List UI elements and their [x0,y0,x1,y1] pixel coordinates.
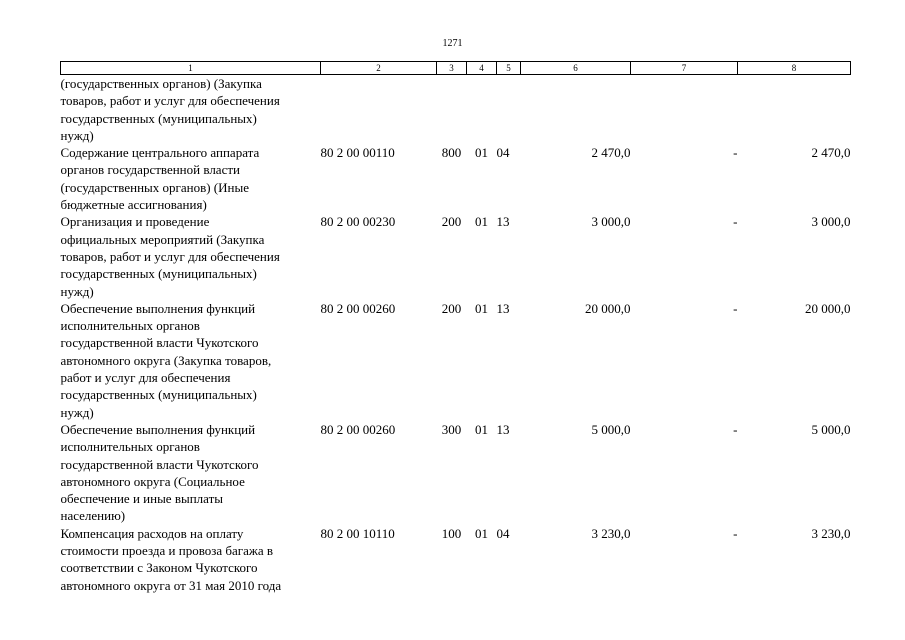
expense-name-line: нужд) [60,283,94,299]
target-article-code: 80 2 00 00260 [320,300,396,316]
amount-cell: 20 000,0 [585,300,631,316]
section-code: 01 [475,145,488,161]
column-number: 7 [631,62,738,75]
table-body [61,75,851,594]
amount-cell [521,75,631,145]
page-number: 1271 [442,38,463,49]
subsection-code: 13 [496,214,510,230]
total-cell: 20 000,0 [805,300,851,316]
total-cell [738,75,851,145]
target-article-code: 80 2 00 00230 [320,214,396,230]
expense-name-line: исполнительных органов [60,318,200,334]
table-row [61,75,851,145]
target-article-code: 80 2 00 10110 [320,525,395,541]
expense-type-code: 800 [441,145,462,161]
amount-cell: 5 000,0 [591,421,631,437]
target-article-code [321,75,437,145]
total-cell: 5 000,0 [811,421,851,437]
expense-type-code: 300 [441,421,462,437]
total-cell: 3 230,0 [811,525,851,541]
expense-name-line: товаров, работ и услуг для обеспечения [60,248,280,264]
table-row [61,421,851,525]
expense-type-code: 200 [441,300,462,316]
expense-name-line: государственной власти Чукотского [60,456,259,472]
section-code: 01 [475,421,488,437]
expense-name [61,525,321,594]
change-cell: - [733,525,738,541]
section-code: 01 [475,525,488,541]
expense-name-line: автономного округа от 31 мая 2010 года [60,577,282,593]
expense-name-line: органов государственной власти [60,162,240,178]
change-cell: - [733,300,738,316]
column-number: 5 [497,62,521,75]
table-row [61,144,851,213]
expense-name-line: государственных (муниципальных) [60,266,257,282]
section-code: 01 [475,214,488,230]
expense-name-line: Обеспечение выполнения функций [60,300,256,316]
table-row [61,300,851,421]
expense-name-line: Содержание центрального аппарата [60,145,260,161]
expense-name [61,421,321,525]
column-number: 4 [467,62,497,75]
expense-name-line: Компенсация расходов на оплату [60,525,244,541]
expense-name-line: работ и услуг для обеспечения [60,370,231,386]
subsection-code: 13 [496,421,510,437]
expense-name-line: нужд) [60,127,94,143]
change-cell: - [733,145,738,161]
expense-name-line: нужд) [60,404,94,420]
table-row [61,525,851,594]
expense-name-line: (государственных органов) (Иные [60,179,249,195]
expense-name-line: автономного округа (Социальное [60,473,245,489]
expense-name-line: бюджетные ассигнования) [60,197,207,213]
column-number: 2 [321,62,437,75]
expense-type-code: 100 [441,525,462,541]
subsection-code: 13 [496,300,510,316]
expense-name [61,300,321,421]
column-number-row [61,62,851,75]
expense-name-line: Организация и проведение [60,214,210,230]
column-number: 3 [437,62,467,75]
table-header [61,62,851,75]
expense-type-code: 200 [441,214,462,230]
expense-name-line: официальных мероприятий (Закупка [60,231,265,247]
expense-name-line: обеспечение и иные выплаты [60,491,223,507]
column-number: 6 [521,62,631,75]
target-article-code: 80 2 00 00110 [320,145,395,161]
target-article-code: 80 2 00 00260 [320,421,396,437]
column-number: 8 [738,62,851,75]
expense-name-line: автономного округа (Закупка товаров, [60,352,272,368]
change-cell: - [733,214,738,230]
total-cell: 3 000,0 [811,214,851,230]
expense-name-line: соответствии с Законом Чукотского [60,560,258,576]
column-number: 1 [61,62,321,75]
expense-name-line: исполнительных органов [60,439,200,455]
expense-name [61,144,321,213]
expense-name-line: (государственных органов) (Закупка [60,76,262,91]
budget-table [60,61,851,594]
amount-cell: 3 000,0 [591,214,631,230]
expense-name-line: стоимости проезда и провоза багажа в [60,543,274,559]
subsection-code [497,75,521,145]
change-cell: - [733,421,738,437]
amount-cell: 2 470,0 [591,145,631,161]
expense-name-line: товаров, работ и услуг для обеспечения [60,93,280,109]
expense-name-line: государственных (муниципальных) [60,110,257,126]
expense-name [61,213,321,299]
subsection-code: 04 [496,525,510,541]
total-cell: 2 470,0 [811,145,851,161]
subsection-code: 04 [496,145,510,161]
expense-type-code [437,75,467,145]
section-code [467,75,497,145]
expense-name-line: государственной власти Чукотского [60,335,259,351]
expense-name [61,75,321,145]
amount-cell: 3 230,0 [591,525,631,541]
expense-name-line: населению) [60,508,126,524]
expense-name-line: государственных (муниципальных) [60,387,257,403]
change-cell [631,75,738,145]
section-code: 01 [475,300,488,316]
expense-name-line: Обеспечение выполнения функций [60,421,256,437]
table-row [61,213,851,299]
